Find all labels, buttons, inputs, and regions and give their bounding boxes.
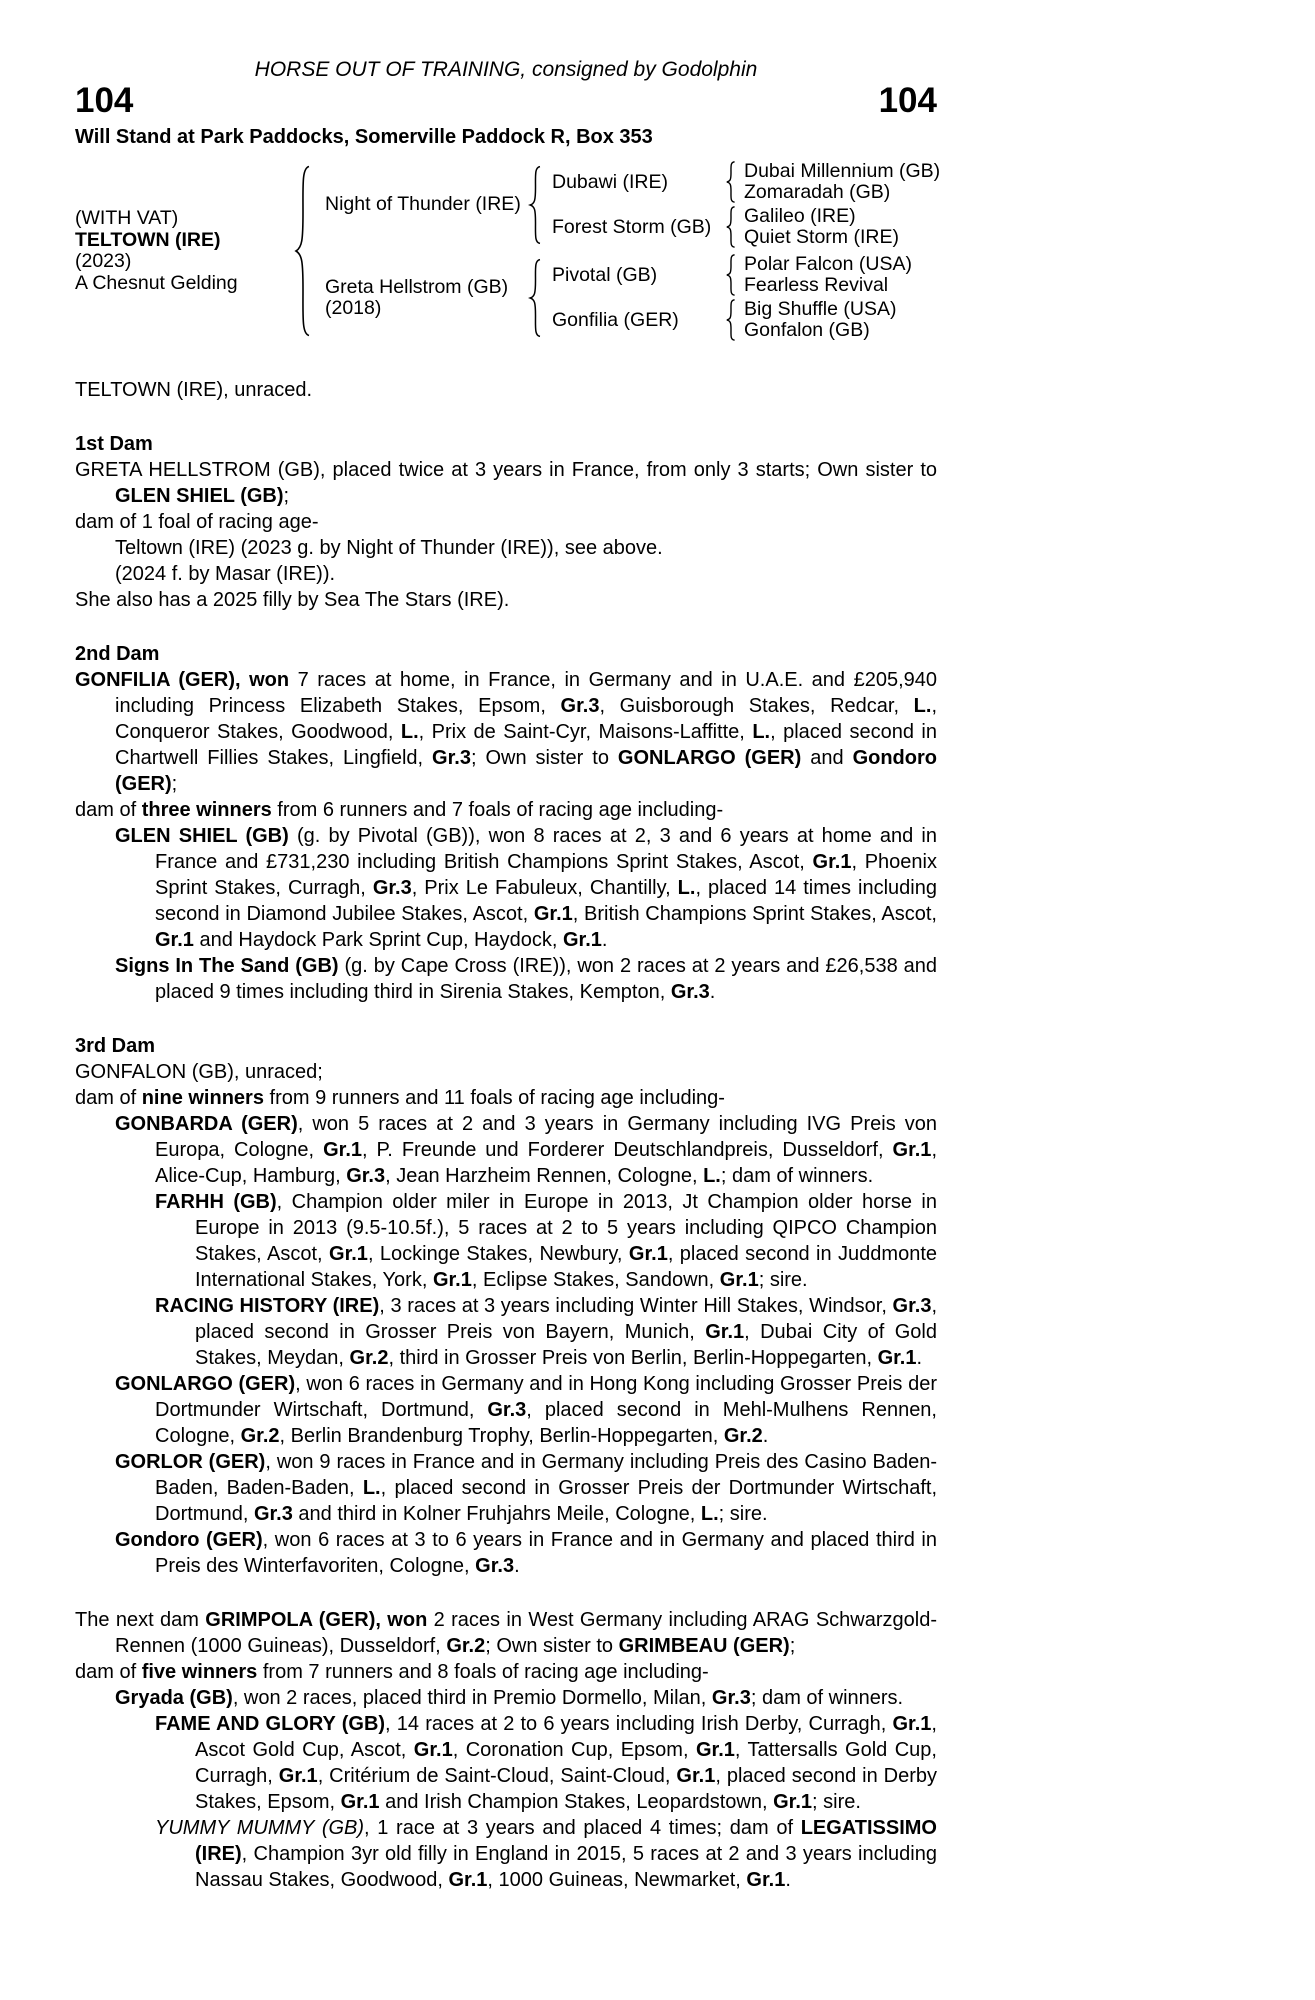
text-segment: and Irish Champion Stakes, Leopardstown, [379, 1791, 774, 1813]
text-segment: GRETA HELLSTROM (GB), placed twice at 3 years in France, from only 3 starts; Own sister to [75, 459, 937, 481]
text-segment: , Dubai City of Gold Stakes, Meydan, [195, 1321, 937, 1369]
catalogue-paragraph [75, 1815, 937, 1893]
text-segment: , placed second in Chartwell Fillies Stakes, Lingfield, [115, 721, 937, 769]
pedigree-chart [75, 160, 941, 341]
text-segment: . [514, 1555, 520, 1577]
sire-name: Night of Thunder (IRE) [325, 193, 521, 215]
text-segment: , placed second in Mehl-Mulhens Rennen, Cologne, [155, 1399, 937, 1447]
pedigree-ancestor-name: Gonfalon (GB) [744, 319, 870, 341]
text-segment: GORLOR (GER) [115, 1451, 266, 1473]
text-segment: dam of [75, 799, 142, 821]
text-segment: five winners [141, 1661, 258, 1683]
text-segment: , 1 race at 3 years and placed 4 times; dam of [364, 1817, 801, 1839]
text-segment: ; sire. [758, 1269, 808, 1291]
text-segment: ; [283, 485, 290, 507]
text-segment: Gondoro (GER) [115, 747, 937, 795]
text-segment: ; sire. [718, 1503, 768, 1525]
text-segment: , Champion older miler in Europe in 2013, Jt Champion older horse in Europe in 2013 (9.5-10.5f.), 5 races at 2 to 5 years including QIPCO Champion Stakes, Ascot, [195, 1191, 937, 1265]
text-segment: , Coronation Cup, Epsom, [452, 1739, 696, 1761]
text-segment: Teltown (IRE) (2023 g. by Night of Thunder (IRE)), see above. [115, 537, 663, 559]
subject-info [75, 208, 289, 294]
catalogue-paragraph [75, 1059, 937, 1085]
text-segment: Gr.1 [719, 1269, 759, 1291]
text-segment: Gr.3 [253, 1503, 293, 1525]
text-segment: Gr.2 [446, 1635, 486, 1657]
catalogue-paragraph [75, 509, 937, 535]
text-segment: Gr.1 [155, 929, 194, 951]
text-segment: 2nd Dam [75, 643, 160, 665]
catalogue-paragraph [75, 587, 937, 613]
text-segment: and Haydock Park Sprint Cup, Haydock, [193, 929, 563, 951]
brace-icon [725, 254, 737, 296]
text-segment: , Conqueror Stakes, Goodwood, [115, 695, 937, 743]
text-segment: , P. Freunde und Forderer Deutschlandpreis, Dusseldorf, [362, 1139, 893, 1161]
text-segment: , Prix Le Fabuleux, Chantilly, [411, 877, 678, 899]
text-segment: Gr.1 [413, 1739, 453, 1761]
text-segment: , won 6 races at 3 to 6 years in France and in Germany and placed third in Preis des Winterfavoriten, Cologne, [155, 1529, 938, 1577]
text-segment: Gr.1 [773, 1791, 813, 1813]
text-segment: , Phoenix Sprint Stakes, Curragh, [155, 851, 937, 899]
text-segment: Gr.1 [533, 903, 573, 925]
text-segment: , won 9 races in France and in Germany including Preis des Casino Baden-Baden, Baden-Baden, [155, 1451, 937, 1499]
catalogue-paragraph [75, 1189, 937, 1293]
text-segment: 7 races at home, in France, in Germany and in U.A.E. and £205,940 including Princess Elizabeth Stakes, Epsom, [115, 669, 937, 717]
text-segment: GRIMPOLA (GER), won [205, 1609, 428, 1631]
text-segment: . [601, 929, 608, 951]
stand-location: Will Stand at Park Paddocks, Somerville Paddock R, Box 353 [75, 126, 653, 148]
text-segment: , Berlin Brandenburg Trophy, Berlin-Hoppegarten, [279, 1425, 724, 1447]
text-segment: ; Own sister to [470, 747, 618, 769]
text-segment: Gr.2 [723, 1425, 763, 1447]
text-segment: , Jean Harzheim Rennen, Cologne, [385, 1165, 704, 1187]
text-segment: dam of [75, 1087, 142, 1109]
text-segment: . [785, 1869, 791, 1891]
text-segment: dam of [75, 1661, 142, 1683]
lot-number-right: 104 [878, 81, 937, 120]
text-segment: from 6 runners and 7 foals of racing age including- [271, 799, 724, 821]
catalogue-paragraph [75, 1685, 937, 1711]
text-segment: Gr.1 [695, 1739, 735, 1761]
text-segment: Signs In The Sand (GB) [115, 955, 339, 977]
text-segment: , won 5 races at 2 and 3 years in Germany including IVG Preis von Europa, Cologne, [155, 1113, 937, 1161]
text-segment: Gr.3 [711, 1687, 751, 1709]
pedigree-ancestor-name: Quiet Storm (IRE) [744, 226, 899, 248]
text-segment: Gr.3 [372, 877, 412, 899]
generation-1 [317, 161, 940, 341]
text-segment: Gr.2 [349, 1347, 389, 1369]
text-segment: ; Own sister to [485, 1635, 619, 1657]
text-segment: (2024 f. by Masar (IRE)). [115, 563, 336, 585]
catalogue-paragraph [75, 1527, 937, 1579]
brace-icon [725, 206, 737, 248]
text-segment: , Lockinge Stakes, Newbury, [367, 1243, 629, 1265]
text-segment: Gryada (GB) [115, 1687, 233, 1709]
text-segment: ; [171, 773, 178, 795]
text-segment: L. [913, 695, 932, 717]
section-heading [75, 641, 937, 667]
text-segment: , third in Grosser Preis von Berlin, Berlin-Hoppegarten, [388, 1347, 878, 1369]
catalogue-paragraph [75, 1711, 937, 1815]
text-segment: ; sire. [812, 1791, 861, 1813]
text-segment: , placed second in Grosser Preis von Bayern, Munich, [195, 1295, 938, 1343]
brace-icon [725, 161, 737, 203]
page-content [75, 0, 941, 1953]
text-segment: She also has a 2025 filly by Sea The Stars (IRE). [75, 589, 510, 611]
brace-icon [528, 165, 543, 245]
text-segment: Gr.3 [892, 1295, 932, 1317]
grandsire-branch [548, 254, 912, 296]
catalogue-paragraph [75, 667, 937, 797]
catalogue-paragraph [75, 561, 937, 587]
text-segment: three winners [141, 799, 272, 821]
text-segment: Gr.3 [346, 1165, 386, 1187]
subject-description: A Chesnut Gelding [75, 271, 238, 294]
text-segment: , placed second in Juddmonte International Stakes, York, [195, 1243, 937, 1291]
text-segment: FARHH (GB) [155, 1191, 277, 1213]
brace-icon [725, 299, 737, 341]
lot-number-left: 104 [75, 81, 134, 120]
dam-branch [317, 254, 940, 341]
text-segment: ; dam of winners. [720, 1165, 874, 1187]
text-segment: Gr.3 [432, 747, 471, 769]
sire-branch [317, 161, 940, 248]
text-segment: GONLARGO (GER) [617, 747, 802, 769]
text-segment: The next dam [75, 1609, 206, 1631]
text-segment: GLEN SHIEL (GB) [115, 485, 284, 507]
text-segment: . [762, 1425, 769, 1447]
text-segment: Gr.1 [329, 1243, 368, 1265]
pedigree-ancestor-name: Dubawi (IRE) [552, 170, 668, 193]
pedigree-ancestor-name: Forest Storm (GB) [552, 215, 712, 238]
pedigree-ancestor-name: Pivotal (GB) [552, 263, 658, 286]
text-segment: Gr.1 [562, 929, 602, 951]
text-segment: GLEN SHIEL (GB) [115, 825, 289, 847]
text-segment: and [801, 747, 853, 769]
pedigree-ancestor-name: Fearless Revival [744, 274, 889, 296]
text-segment: GONFALON (GB), unraced; [75, 1061, 323, 1083]
text-segment: L. [752, 721, 771, 743]
subject-year: (2023) [75, 250, 132, 272]
pedigree-ancestor-name: Dubai Millennium (GB) [744, 160, 941, 182]
text-segment: Gr.1 [746, 1869, 786, 1891]
text-segment: ; [789, 1635, 796, 1657]
text-segment: Gr.2 [240, 1425, 280, 1447]
text-segment: Gr.1 [877, 1347, 917, 1369]
dam-year: (2018) [325, 296, 382, 319]
brace-icon [293, 163, 313, 339]
vat-note: (WITH VAT) [75, 207, 179, 229]
text-segment: from 7 runners and 8 foals of racing age including- [257, 1661, 709, 1683]
text-segment: , placed second in Derby Stakes, Epsom, [195, 1765, 937, 1813]
text-segment: , British Champions Sprint Stakes, Ascot, [572, 903, 937, 925]
text-segment: L. [703, 1165, 721, 1187]
text-segment: Gr.1 [676, 1765, 716, 1787]
catalogue-paragraph [75, 1449, 937, 1527]
catalogue-paragraph [75, 457, 937, 509]
text-segment: dam of 1 foal of racing age- [75, 511, 319, 533]
text-segment: RACING HISTORY (IRE) [155, 1295, 380, 1317]
section-heading [75, 431, 937, 457]
text-segment: 3rd Dam [75, 1035, 156, 1057]
catalogue-paragraph [75, 1111, 937, 1189]
text-segment: , Ascot Gold Cup, Ascot, [195, 1713, 937, 1761]
text-segment: , 3 races at 3 years including Winter Hill Stakes, Windsor, [379, 1295, 893, 1317]
pedigree-ancestor-name: Greta Hellstrom (GB) [325, 275, 509, 298]
text-segment: , won 6 races in Germany and in Hong Kong including Grosser Preis der Dortmunder Wirtschaft, Dortmund, [155, 1373, 937, 1421]
consignor-heading: HORSE OUT OF TRAINING, consigned by Godolphin [254, 58, 758, 81]
granddam-branch [548, 206, 940, 248]
catalogue-paragraph [75, 1659, 937, 1685]
text-segment: Gr.1 [323, 1139, 362, 1161]
text-segment: GONFILIA (GER), won [75, 669, 290, 691]
text-segment: , 14 races at 2 to 6 years including Irish Derby, Curragh, [385, 1713, 893, 1735]
section-heading [75, 1033, 937, 1059]
lot-number-row [75, 82, 937, 120]
text-segment: Gr.1 [278, 1765, 318, 1787]
pedigree-ancestor-name: Galileo (IRE) [744, 205, 856, 227]
text-segment: Gr.3 [670, 981, 710, 1003]
text-segment: FAME AND GLORY (GB) [155, 1713, 386, 1735]
text-segment: , Guisborough Stakes, Redcar, [599, 695, 914, 717]
subject-name: TELTOWN (IRE) [75, 228, 221, 251]
text-segment: , Critérium de Saint-Cloud, Saint-Cloud, [317, 1765, 677, 1787]
catalogue-paragraph [75, 1085, 937, 1111]
text-segment: , placed 14 times including second in Diamond Jubilee Stakes, Ascot, [155, 877, 937, 925]
text-segment: Gr.1 [448, 1869, 488, 1891]
text-segment: Gr.1 [812, 851, 852, 873]
catalogue-paragraph [75, 1607, 937, 1659]
pedigree-ancestor-name: Zomaradah (GB) [744, 181, 891, 203]
text-segment: , Prix de Saint-Cyr, Maisons-Laffitte, [418, 721, 753, 743]
text-segment: Gr.1 [340, 1791, 380, 1813]
catalogue-paragraph [75, 1293, 937, 1371]
catalogue-paragraph [75, 1371, 937, 1449]
text-segment: GONBARDA (GER) [115, 1113, 298, 1135]
text-segment: , won 2 races, placed third in Premio Dormello, Milan, [232, 1687, 712, 1709]
catalogue-paragraph [75, 953, 937, 1005]
text-segment: Gr.1 [705, 1321, 745, 1343]
text-segment: TELTOWN (IRE), unraced. [75, 379, 313, 401]
text-segment: 2 races in West Germany including ARAG Schwarzgold-Rennen (1000 Guineas), Dusseldorf, [115, 1609, 937, 1657]
grandsire-branch [548, 161, 940, 203]
text-segment: ; dam of winners. [750, 1687, 904, 1709]
text-segment: YUMMY MUMMY (GB) [155, 1817, 365, 1839]
text-segment: Gondoro (GER) [115, 1529, 263, 1551]
text-segment: , 1000 Guineas, Newmarket, [487, 1869, 747, 1891]
text-segment: (g. by Pivotal (GB)), won 8 races at 2, 3 and 6 years at home and in France and £731,230 including British Champions Sprint Stakes, Ascot, [155, 825, 937, 873]
text-segment: , Eclipse Stakes, Sandown, [471, 1269, 720, 1291]
catalogue-paragraph [75, 377, 937, 403]
catalogue-paragraph [75, 797, 937, 823]
text-segment: L. [700, 1503, 719, 1525]
text-segment: L. [677, 877, 696, 899]
text-segment: L. [400, 721, 419, 743]
text-segment: Gr.3 [487, 1399, 527, 1421]
text-segment: Gr.1 [628, 1243, 668, 1265]
text-segment: L. [362, 1477, 381, 1499]
catalogue-paragraph [75, 535, 937, 561]
catalogue-body [75, 377, 937, 1893]
text-segment: LEGATISSIMO (IRE) [195, 1817, 937, 1865]
text-segment: GRIMBEAU (GER) [618, 1635, 790, 1657]
text-segment: , Champion 3yr old filly in England in 2015, 5 races at 2 and 3 years including Nassau Stakes, Goodwood, [195, 1843, 937, 1891]
text-segment: GONLARGO (GER) [115, 1373, 296, 1395]
text-segment: Gr.3 [560, 695, 600, 717]
text-segment: from 9 runners and 11 foals of racing age including- [263, 1087, 725, 1109]
text-segment: nine winners [141, 1087, 264, 1109]
text-segment: , placed second in Grosser Preis der Dortmunder Wirtschaft, Dortmund, [155, 1477, 937, 1525]
text-segment: Gr.1 [892, 1713, 932, 1735]
dam-name [317, 277, 523, 319]
text-segment: (g. by Cape Cross (IRE)), won 2 races at 2 years and £26,538 and placed 9 times including third in Sirenia Stakes, Kempton, [155, 955, 937, 1003]
pedigree-ancestor-name: Gonfilia (GER) [552, 308, 679, 331]
pedigree-ancestor-name: Polar Falcon (USA) [744, 253, 912, 275]
text-segment: Gr.1 [892, 1139, 932, 1161]
text-segment: . [916, 1347, 923, 1369]
text-segment: Gr.3 [475, 1555, 515, 1577]
text-segment: . [709, 981, 716, 1003]
catalogue-paragraph [75, 823, 937, 953]
granddam-branch [548, 299, 912, 341]
brace-icon [528, 258, 543, 338]
text-segment: , Alice-Cup, Hamburg, [155, 1139, 937, 1187]
pedigree-ancestor-name: Big Shuffle (USA) [744, 298, 897, 320]
text-segment: Gr.1 [432, 1269, 472, 1291]
text-segment: 1st Dam [75, 433, 153, 455]
text-segment: , Tattersalls Gold Cup, Curragh, [195, 1739, 937, 1787]
text-segment: and third in Kolner Fruhjahrs Meile, Cologne, [292, 1503, 701, 1525]
